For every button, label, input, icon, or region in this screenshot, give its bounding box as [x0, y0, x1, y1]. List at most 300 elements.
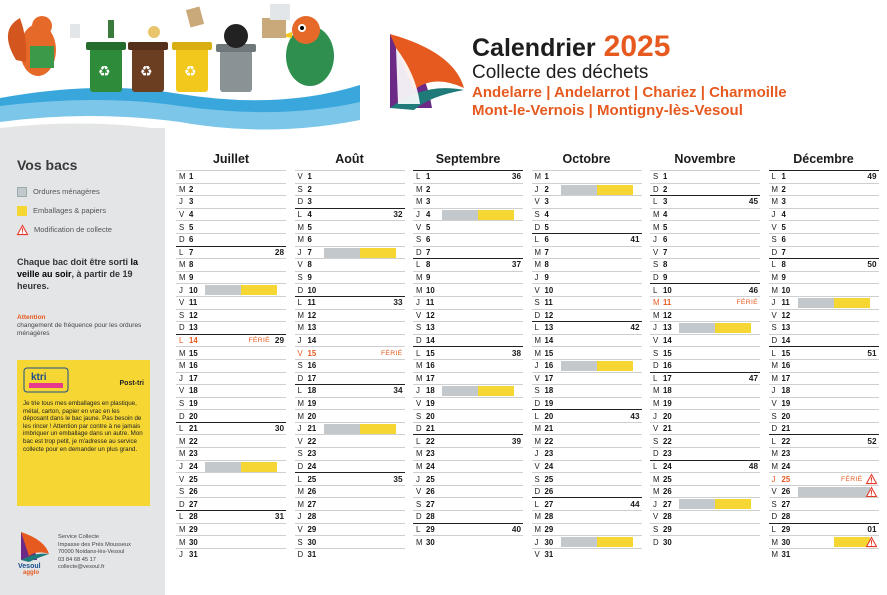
day-row	[769, 208, 879, 221]
day-letter: J	[416, 386, 420, 396]
week-number: 44	[630, 499, 640, 509]
day-row	[295, 372, 405, 385]
day-row	[532, 472, 642, 485]
day-row	[532, 510, 642, 523]
day-row	[532, 535, 642, 548]
day-row	[413, 372, 523, 385]
day-row	[295, 233, 405, 246]
yellow-bin-swatch	[17, 206, 27, 216]
day-number: 21	[426, 424, 435, 434]
day-row	[413, 510, 523, 523]
day-letter: M	[179, 172, 186, 182]
day-number: 17	[189, 373, 198, 383]
day-number: 30	[663, 537, 672, 547]
day-number: 1	[544, 172, 549, 182]
day-row	[532, 271, 642, 284]
day-row	[769, 372, 879, 385]
day-number: 5	[307, 222, 312, 232]
day-letter: D	[534, 398, 541, 408]
day-number: 10	[781, 285, 791, 295]
day-number: 30	[189, 537, 198, 547]
week-number: 51	[867, 348, 877, 358]
day-number: 10	[544, 285, 554, 295]
day-letter: M	[179, 348, 186, 358]
service-line: Service Collecte	[58, 534, 100, 540]
day-row	[769, 170, 879, 183]
day-letter: L	[771, 436, 776, 446]
day-letter: J	[771, 210, 776, 220]
month-name: Octobre	[562, 152, 611, 166]
day-number: 12	[307, 310, 317, 320]
day-row	[650, 447, 760, 460]
day-letter: M	[771, 184, 778, 194]
rule-prefix: Chaque bac doit être sorti	[17, 257, 131, 267]
day-letter: M	[534, 247, 541, 257]
day-letter: D	[179, 235, 185, 245]
day-row	[413, 195, 523, 208]
day-letter: L	[653, 285, 658, 295]
day-row	[769, 258, 879, 271]
day-row	[532, 195, 642, 208]
day-number: 20	[781, 411, 791, 421]
week-number: 36	[511, 172, 521, 182]
day-letter: M	[534, 524, 541, 534]
day-letter: V	[179, 298, 185, 308]
day-letter: J	[179, 197, 183, 207]
day-number: 24	[307, 461, 317, 471]
day-number: 8	[189, 260, 194, 270]
day-row	[532, 296, 642, 309]
warning-icon	[866, 487, 877, 497]
posttri-label: Post-tri	[119, 380, 144, 387]
day-number: 23	[426, 449, 435, 459]
svg-text:♻: ♻	[140, 64, 153, 80]
day-row	[532, 359, 642, 372]
day-number: 18	[426, 386, 435, 396]
day-number: 11	[544, 298, 553, 308]
day-number: 3	[426, 197, 431, 207]
day-number: 29	[426, 524, 435, 534]
day-letter: M	[416, 361, 423, 371]
day-row	[176, 359, 286, 372]
day-row	[176, 548, 286, 561]
day-number: 2	[307, 184, 312, 194]
day-number: 17	[307, 373, 317, 383]
day-row	[295, 422, 405, 435]
day-row	[532, 497, 642, 510]
day-number: 30	[307, 537, 317, 547]
day-row	[176, 346, 286, 359]
day-number: 5	[663, 222, 668, 232]
ferie-label: FÉRIÉ	[380, 349, 403, 357]
day-row	[176, 497, 286, 510]
day-number: 11	[189, 298, 198, 308]
day-row	[650, 334, 760, 347]
day-letter: M	[297, 222, 304, 232]
yellow-collection-bar	[360, 248, 396, 258]
day-letter: V	[653, 512, 659, 522]
day-row	[176, 296, 286, 309]
day-letter: D	[297, 461, 304, 471]
day-number: 25	[426, 474, 435, 484]
attention-title: Attention	[17, 314, 46, 321]
day-row	[413, 321, 523, 334]
day-row	[295, 334, 405, 347]
week-number: 46	[748, 285, 758, 295]
day-letter: J	[179, 461, 183, 471]
day-row	[769, 220, 879, 233]
day-number: 14	[307, 336, 317, 346]
day-number: 18	[544, 386, 554, 396]
day-row	[413, 208, 523, 221]
day-letter: L	[179, 512, 184, 522]
day-letter: J	[771, 298, 776, 308]
day-letter: J	[416, 298, 420, 308]
day-number: 15	[544, 348, 554, 358]
day-letter: D	[771, 336, 778, 346]
day-letter: S	[534, 474, 540, 484]
day-number: 15	[307, 348, 317, 358]
day-row	[176, 384, 286, 397]
week-number: 28	[274, 247, 284, 257]
day-number: 30	[426, 537, 435, 547]
day-row	[650, 296, 760, 309]
day-row	[176, 535, 286, 548]
service-email[interactable]: collecte@vesoul.fr	[58, 564, 105, 571]
day-letter: V	[297, 524, 303, 534]
day-letter: D	[179, 323, 185, 333]
day-letter: L	[297, 210, 302, 220]
day-number: 13	[781, 323, 791, 333]
yellow-collection-bar	[597, 185, 633, 195]
day-letter: S	[297, 184, 303, 194]
day-number: 1	[663, 172, 668, 182]
day-letter: V	[416, 487, 422, 497]
day-letter: V	[179, 210, 185, 220]
day-letter: S	[771, 499, 777, 509]
day-row	[650, 510, 760, 523]
day-number: 28	[781, 512, 791, 522]
day-row	[176, 183, 286, 196]
day-row	[769, 271, 879, 284]
day-number: 1	[781, 172, 786, 182]
day-row	[413, 258, 523, 271]
page-title: Calendrier	[472, 34, 596, 62]
grey-collection-bar	[798, 298, 834, 308]
day-row	[769, 296, 879, 309]
day-number: 13	[663, 323, 672, 333]
day-row	[176, 309, 286, 322]
day-row	[176, 283, 286, 296]
day-row	[532, 334, 642, 347]
day-number: 19	[189, 398, 198, 408]
day-row	[413, 472, 523, 485]
day-row	[413, 346, 523, 359]
week-number: 43	[630, 411, 640, 421]
day-row	[295, 258, 405, 271]
day-number: 25	[307, 474, 317, 484]
day-row	[176, 208, 286, 221]
day-row	[769, 334, 879, 347]
day-letter: D	[534, 222, 541, 232]
day-row	[413, 220, 523, 233]
day-letter: M	[534, 512, 541, 522]
page-subtitle: Collecte des déchets	[472, 62, 649, 83]
yellow-collection-bar	[360, 424, 396, 434]
day-number: 13	[544, 323, 554, 333]
day-letter: M	[534, 260, 541, 270]
day-letter: M	[416, 537, 423, 547]
day-row	[413, 384, 523, 397]
day-letter: M	[771, 537, 778, 547]
week-number: 33	[393, 298, 403, 308]
day-number: 8	[781, 260, 786, 270]
day-row	[295, 296, 405, 309]
day-number: 23	[544, 449, 554, 459]
day-number: 4	[663, 210, 668, 220]
day-number: 21	[781, 424, 791, 434]
day-number: 29	[307, 524, 317, 534]
day-row	[176, 258, 286, 271]
day-letter: D	[179, 411, 185, 421]
day-letter: J	[534, 361, 539, 371]
grey-collection-bar	[324, 248, 360, 258]
day-letter: M	[179, 436, 186, 446]
day-number: 30	[544, 537, 554, 547]
day-letter: D	[297, 550, 304, 560]
day-row	[650, 258, 760, 271]
day-row	[532, 422, 642, 435]
day-number: 6	[307, 235, 312, 245]
month-column	[532, 152, 642, 560]
day-number: 22	[544, 436, 554, 446]
day-letter: L	[771, 524, 776, 534]
day-number: 6	[544, 235, 549, 245]
day-row	[295, 434, 405, 447]
week-number: 31	[274, 512, 284, 522]
day-number: 3	[189, 197, 194, 207]
day-row	[650, 472, 760, 485]
day-letter: L	[416, 260, 421, 270]
warning-icon	[866, 474, 877, 484]
day-number: 6	[781, 235, 786, 245]
day-row	[769, 548, 879, 561]
day-row	[650, 497, 760, 510]
day-number: 2	[189, 184, 194, 194]
day-letter: V	[297, 348, 303, 358]
day-row	[176, 447, 286, 460]
day-number: 9	[544, 273, 549, 283]
day-letter: S	[771, 411, 777, 421]
day-row	[295, 183, 405, 196]
day-number: 29	[781, 524, 791, 534]
day-row	[532, 246, 642, 259]
day-number: 16	[189, 361, 198, 371]
day-number: 16	[663, 361, 672, 371]
day-number: 18	[781, 386, 791, 396]
service-phone[interactable]: 03 84 68 45 17	[58, 556, 96, 563]
ferie-label: FÉRIÉ	[840, 475, 863, 483]
day-number: 25	[189, 474, 198, 484]
day-number: 5	[544, 222, 549, 232]
day-letter: M	[416, 461, 423, 471]
day-letter: M	[297, 235, 304, 245]
day-letter: M	[771, 273, 778, 283]
day-row	[532, 460, 642, 473]
day-row	[413, 460, 523, 473]
day-row	[532, 183, 642, 196]
day-letter: D	[771, 512, 778, 522]
day-number: 11	[426, 298, 435, 308]
day-number: 4	[781, 210, 786, 220]
day-row	[650, 460, 760, 473]
day-number: 5	[189, 222, 194, 232]
day-row	[413, 409, 523, 422]
badge-text: ktri	[31, 372, 47, 383]
day-letter: L	[771, 172, 776, 182]
day-row	[413, 233, 523, 246]
day-row	[295, 523, 405, 536]
day-letter: S	[534, 298, 540, 308]
day-row	[413, 434, 523, 447]
sidebar-title: Vos bacs	[17, 157, 78, 173]
day-letter: V	[653, 424, 659, 434]
day-number: 1	[307, 172, 312, 182]
day-number: 5	[781, 222, 786, 232]
day-row	[295, 208, 405, 221]
week-number: 41	[630, 235, 640, 245]
day-number: 2	[426, 184, 431, 194]
day-number: 24	[781, 461, 791, 471]
day-number: 9	[781, 273, 786, 283]
day-number: 31	[307, 550, 317, 560]
week-number: 40	[511, 524, 521, 534]
day-row	[413, 422, 523, 435]
day-letter: V	[534, 550, 540, 560]
day-row	[413, 246, 523, 259]
day-letter: M	[179, 524, 186, 534]
day-number: 8	[426, 260, 431, 270]
day-letter: J	[653, 499, 657, 509]
day-number: 19	[426, 398, 435, 408]
day-letter: V	[534, 461, 540, 471]
day-row	[295, 220, 405, 233]
day-row	[176, 321, 286, 334]
month-column	[769, 152, 879, 560]
day-letter: V	[416, 398, 422, 408]
day-number: 24	[189, 461, 198, 471]
day-number: 14	[189, 336, 198, 346]
day-letter: M	[416, 184, 423, 194]
page-year: 2025	[603, 30, 671, 63]
day-number: 28	[663, 512, 672, 522]
day-number: 20	[426, 411, 435, 421]
day-row	[413, 397, 523, 410]
day-number: 17	[426, 373, 435, 383]
day-number: 13	[307, 323, 317, 333]
legend	[17, 182, 112, 239]
yellow-collection-bar	[597, 361, 633, 371]
posttri-text: Je trie tous mes emballages en plastique, métal, carton, papier en vrac en les déposant dans le bac jaune. Pas besoin de les rincer ! Attention par contre à ne jamais imbriquer un emballage dans un autre. Mon bac est trop petit, je m'adresse au service collecte pour en demander un plus grand.	[23, 400, 143, 453]
day-number: 31	[781, 550, 791, 560]
day-letter: J	[297, 336, 302, 346]
day-row	[769, 485, 879, 498]
day-letter: L	[534, 323, 539, 333]
day-row	[413, 359, 523, 372]
week-number: 32	[393, 210, 403, 220]
day-number: 28	[426, 512, 435, 522]
grey-collection-bar	[561, 185, 597, 195]
day-row	[532, 548, 642, 561]
day-row	[532, 309, 642, 322]
day-letter: M	[534, 336, 541, 346]
day-number: 6	[663, 235, 668, 245]
day-row	[295, 535, 405, 548]
day-letter: S	[416, 235, 422, 245]
day-letter: D	[534, 487, 541, 497]
day-letter: M	[416, 285, 423, 295]
day-number: 2	[663, 184, 668, 194]
day-number: 27	[781, 499, 791, 509]
day-number: 8	[307, 260, 312, 270]
yellow-collection-bar	[715, 499, 751, 509]
day-row	[295, 497, 405, 510]
day-row	[176, 434, 286, 447]
svg-text:♻: ♻	[184, 64, 197, 80]
day-row	[295, 283, 405, 296]
day-letter: V	[534, 373, 540, 383]
day-row	[413, 523, 523, 536]
day-row	[650, 422, 760, 435]
day-number: 16	[544, 361, 554, 371]
week-number: 49	[867, 172, 877, 182]
month-name: Novembre	[674, 152, 736, 166]
week-number: 39	[511, 436, 521, 446]
day-letter: M	[297, 323, 304, 333]
day-row	[295, 485, 405, 498]
day-letter: D	[653, 361, 659, 371]
day-letter: S	[297, 537, 303, 547]
day-row	[650, 523, 760, 536]
day-number: 11	[307, 298, 316, 308]
grey-collection-bar	[561, 537, 597, 547]
day-letter: J	[534, 273, 539, 283]
day-number: 27	[663, 499, 672, 509]
day-row	[769, 497, 879, 510]
yellow-collection-bar	[715, 323, 751, 333]
day-row	[176, 409, 286, 422]
svg-text:Vesoul: Vesoul	[18, 563, 41, 570]
ferie-label: FÉRIÉ	[248, 337, 270, 345]
day-number: 17	[663, 373, 672, 383]
day-letter: S	[179, 222, 185, 232]
day-row	[295, 510, 405, 523]
day-row	[295, 397, 405, 410]
day-row	[769, 434, 879, 447]
day-letter: L	[179, 336, 184, 346]
day-letter: D	[416, 512, 422, 522]
day-letter: S	[653, 348, 659, 358]
day-letter: M	[179, 361, 186, 371]
week-number: 48	[748, 461, 758, 471]
day-letter: J	[179, 550, 183, 560]
day-letter: L	[534, 411, 539, 421]
day-letter: M	[771, 285, 778, 295]
day-letter: J	[534, 449, 539, 459]
week-number: 37	[511, 260, 521, 270]
attention-text: changement de fréquence pour les ordures ménagères	[17, 322, 142, 337]
day-letter: J	[416, 474, 420, 484]
